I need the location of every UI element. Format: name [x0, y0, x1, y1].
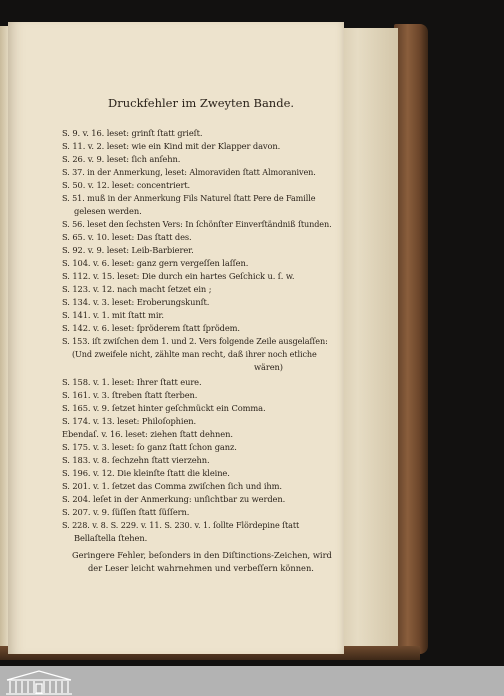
- errata-line: wären): [254, 362, 283, 372]
- errata-line: S. 50. v. 12. leset: concentriert.: [62, 180, 191, 190]
- errata-line: S. 104. v. 6. leset: ganz gern vergeſſen laſſen.: [62, 258, 249, 268]
- errata-line: (Und zweifele nicht, zählte man recht, daß ihrer noch etliche: [72, 349, 317, 359]
- errata-line: S. 175. v. 3. leset: ſo ganz ſtatt ſchon ganz.: [62, 442, 237, 452]
- page-stack-edge: [340, 28, 398, 650]
- footer-note-line: der Leser leicht wahrnehmen und verbeſſern können.: [88, 563, 314, 573]
- errata-line: Bellaſtella ſtehen.: [74, 533, 148, 543]
- errata-line: S. 123. v. 12. nach macht ſetzet ein ;: [62, 284, 212, 294]
- errata-line: S. 56. leset den ſechsten Vers: In ſchönſter Einverſtändniß ſtunden.: [62, 219, 332, 229]
- errata-line: S. 11. v. 2. leset: wie ein Kind mit der Klapper davon.: [62, 141, 281, 151]
- errata-line: S. 142. v. 6. leset: ſpröderem ſtatt ſprödem.: [62, 323, 240, 333]
- errata-line: S. 9. v. 16. leset: grinſt ſtatt grieſt.: [62, 128, 203, 138]
- errata-line: S. 158. v. 1. leset: Ihrer ſtatt eure.: [62, 377, 202, 387]
- errata-line: S. 204. leſet in der Anmerkung: unſichtbar zu werden.: [62, 494, 286, 504]
- errata-line: S. 207. v. 9. ſüſſen ſtatt ſüſſern.: [62, 507, 190, 517]
- library-building-logo-icon: [4, 668, 74, 696]
- viewer-bottom-bar: [0, 666, 504, 696]
- errata-line: S. 183. v. 8. ſechzehn ſtatt vierzehn.: [62, 455, 210, 465]
- errata-line: S. 37. in der Anmerkung, leset: Almoraviden ſtatt Almoraniven.: [62, 167, 316, 177]
- errata-line: S. 228. v. 8. S. 229. v. 11. S. 230. v. 1. ſollte Flördepine ſtatt: [62, 520, 300, 530]
- errata-line: S. 51. muß in der Anmerkung Fils Naturel ſtatt Pere de Famille: [62, 193, 316, 203]
- errata-line: gelesen werden.: [74, 206, 142, 216]
- errata-line: S. 92. v. 9. leset: Leib-Barbierer.: [62, 245, 194, 255]
- errata-line: S. 65. v. 10. leset: Das ſtatt des.: [62, 232, 192, 242]
- footer-note-line: Geringere Fehler, beſonders in den Diſtinctions-Zeichen, wird: [72, 550, 332, 560]
- page-heading: Druckfehler im Zweyten Bande.: [108, 96, 295, 110]
- errata-line: S. 141. v. 1. mit ſtatt mir.: [62, 310, 164, 320]
- errata-line: S. 174. v. 13. leset: Philoſophien.: [62, 416, 197, 426]
- errata-line: S. 196. v. 12. Die kleinſte ſtatt die kleine.: [62, 468, 230, 478]
- errata-line: Ebendaſ. v. 16. leset: ziehen ſtatt dehnen.: [62, 429, 233, 439]
- errata-page: [8, 22, 344, 654]
- errata-line: S. 26. v. 9. leset: ſich anſehn.: [62, 154, 181, 164]
- errata-line: S. 134. v. 3. leset: Eroberungskunſt.: [62, 297, 210, 307]
- previous-page-edge: [0, 26, 8, 652]
- errata-line: S. 161. v. 3. ſtreben ſtatt ſterben.: [62, 390, 198, 400]
- errata-line: S. 201. v. 1. ſetzet das Comma zwiſchen ſich und ihm.: [62, 481, 282, 491]
- errata-line: S. 112. v. 15. leset: Die durch ein hartes Geſchick u. ſ. w.: [62, 271, 295, 281]
- errata-line: S. 165. v. 9. ſetzet hinter geſchmückt ein Comma.: [62, 403, 266, 413]
- errata-line: S. 153. iſt zwiſchen dem 1. und 2. Vers folgende Zeile ausgelaſſen:: [62, 336, 328, 346]
- book-cover-edge: [394, 24, 428, 654]
